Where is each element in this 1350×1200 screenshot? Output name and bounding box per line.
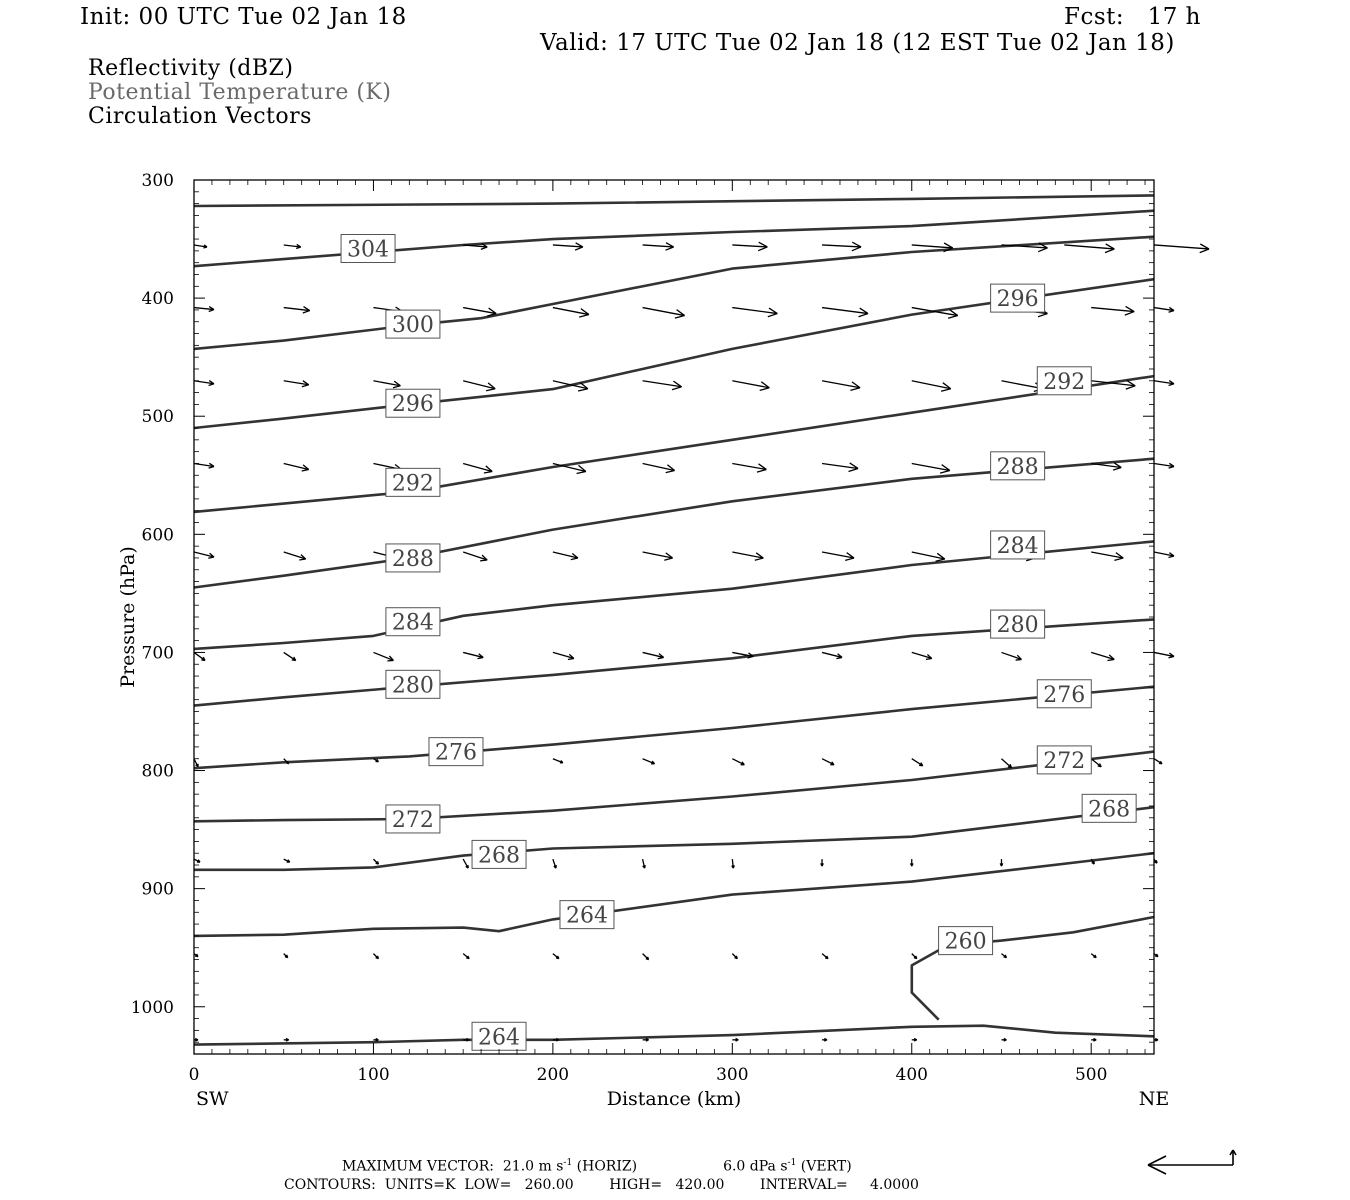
circulation-vector (643, 954, 649, 960)
x-tick-label: 100 (357, 1065, 390, 1085)
vector-head (859, 314, 869, 317)
circulation-vector (1001, 954, 1006, 958)
circulation-vector (643, 859, 646, 868)
circulation-vector (284, 244, 301, 248)
circulation-vector (553, 308, 589, 318)
circulation-vector (553, 552, 578, 560)
circulation-vector (194, 245, 207, 248)
circulation-vector (643, 308, 685, 319)
circulation-vector (1154, 307, 1174, 312)
contour-label: 268 (1088, 797, 1131, 823)
circulation-vector (1091, 652, 1114, 660)
vector-head (852, 247, 861, 251)
vector-head (1126, 386, 1135, 389)
circulation-vector (1154, 652, 1174, 657)
y-tick-label: 300 (141, 171, 174, 191)
contour-label: 260 (944, 929, 987, 955)
circulation-vector (732, 759, 744, 765)
y-tick-label: 800 (141, 761, 174, 782)
vector-head (195, 956, 198, 957)
vector-head (302, 385, 309, 387)
vector-shaft (732, 245, 767, 247)
vector-head (1114, 558, 1123, 560)
circulation-vector (194, 381, 214, 386)
vector-head (825, 958, 828, 959)
x-end-label: NE (1138, 1088, 1170, 1110)
vector-head (1004, 957, 1007, 958)
vector-shaft (1154, 245, 1209, 249)
vector-head (201, 660, 205, 661)
contour-label: 288 (391, 546, 434, 572)
circulation-vector (194, 652, 205, 660)
vector-head (768, 314, 778, 317)
contour-label: 264 (478, 1025, 521, 1051)
vector-head (760, 388, 770, 391)
vector-shaft (643, 245, 674, 247)
vector-shaft (284, 652, 296, 660)
vector-head (666, 247, 674, 250)
circulation-vector (553, 954, 559, 959)
vector-shaft (643, 381, 682, 387)
vector-head (672, 387, 682, 390)
reference-vector-arrow (1148, 1150, 1236, 1174)
circulation-vector (822, 652, 842, 658)
isentrope-264 (194, 853, 1154, 936)
vector-head (755, 558, 764, 560)
circulation-vector (463, 552, 487, 561)
vector-head (1169, 384, 1174, 386)
vector-head (209, 466, 214, 468)
circulation-vector (643, 381, 682, 390)
contour-label: 296 (391, 392, 434, 418)
x-tick-label: 500 (1074, 1065, 1108, 1085)
vector-head (484, 471, 492, 473)
circulation-vector (1001, 1039, 1006, 1042)
x-start-label: SW (196, 1088, 229, 1110)
circulation-vector (284, 954, 288, 958)
vector-head (1108, 659, 1115, 660)
vector-head (571, 558, 578, 560)
circulation-vector (284, 652, 296, 660)
circulation-vector (822, 954, 828, 959)
circulation-vector (1001, 759, 1011, 768)
vector-head (575, 247, 583, 250)
circulation-vector (1154, 759, 1162, 764)
init-time: Init: 00 UTC Tue 02 Jan 18 (80, 4, 407, 30)
y-axis-label: Pressure (hPa) (117, 546, 139, 688)
vector-head (556, 958, 559, 959)
contour-label: 272 (1043, 748, 1086, 774)
vector-head (675, 316, 685, 319)
circulation-vector (373, 859, 378, 864)
circulation-vector (463, 308, 496, 317)
circulation-vector (194, 552, 214, 558)
max-vector-note: MAXIMUM VECTOR: 21.0 m $s^{-1}$ (HORIZ) 6.0 dPa $s^{-1}$ (VERT) (342, 1158, 852, 1175)
valid-time: Valid: 17 UTC Tue 02 Jan 18 (12 EST Tue 02 Jan 18) (540, 30, 1175, 56)
circulation-vector (643, 463, 675, 472)
vector-shaft (822, 245, 861, 247)
circulation-vector (912, 759, 923, 766)
y-tick-label: 400 (141, 289, 174, 310)
vector-shaft (1001, 759, 1011, 768)
contour-label: 296 (996, 287, 1039, 313)
isentrope-292 (194, 376, 1154, 512)
circulation-vector (912, 1039, 917, 1042)
isentrope-268 (194, 807, 1154, 870)
contour-label: 284 (996, 533, 1039, 559)
vector-shaft (1064, 245, 1114, 249)
circulation-vector (643, 759, 655, 764)
circulation-vector (732, 381, 769, 391)
circulation-vector (912, 652, 932, 659)
contour-label: 292 (1043, 369, 1086, 395)
vector-head (1169, 656, 1175, 657)
circulation-vector (822, 308, 868, 317)
vector-head (948, 316, 958, 319)
vector-head (1038, 248, 1047, 252)
circulation-vector (1154, 381, 1174, 386)
circulation-vector (732, 463, 766, 472)
field-circulation-vectors: Circulation Vectors (88, 104, 312, 129)
circulation-vector (822, 552, 854, 560)
circulation-vector (643, 552, 673, 560)
vector-head (1155, 956, 1158, 957)
contour-label: 276 (434, 740, 477, 766)
circulation-vector (912, 381, 951, 391)
y-tick-label: 700 (141, 643, 174, 664)
circulation-vector (284, 859, 290, 862)
vector-layer (194, 242, 1209, 1041)
circulation-vector (732, 954, 737, 959)
circulation-vector (643, 652, 664, 658)
y-tick-label: 900 (141, 879, 174, 900)
vector-head (758, 247, 767, 251)
vector-head (208, 557, 214, 558)
field-potential-temperature: Potential Temperature (K) (88, 80, 392, 105)
vector-head (209, 384, 214, 386)
isentrope-264 (194, 1026, 1154, 1045)
contour-label: 276 (1043, 682, 1086, 708)
isentrope-304 (194, 211, 1154, 267)
vector-head (393, 386, 400, 388)
x-tick-label: 0 (188, 1065, 200, 1085)
circulation-vector (911, 859, 914, 866)
circulation-vector (463, 954, 469, 959)
vector-head (302, 469, 309, 471)
circulation-vector (284, 463, 309, 471)
circulation-vector (373, 652, 393, 660)
vector-shaft (1091, 759, 1101, 767)
circulation-vector (1091, 1039, 1096, 1042)
contour-label: 280 (391, 673, 434, 699)
x-axis-label: Distance (km) (606, 1088, 742, 1110)
circulation-vector (822, 759, 834, 765)
circulation-vector (732, 308, 777, 317)
contour-label: 272 (391, 807, 434, 833)
isentrope-272 (194, 752, 1154, 822)
max-vector-vertical: 6.0 dPa s (723, 1158, 788, 1175)
circulation-vector (553, 243, 583, 250)
vector-shaft (194, 652, 205, 660)
field-reflectivity: Reflectivity (dBZ) (88, 56, 294, 81)
y-tick-label: 1000 (130, 997, 174, 1018)
vector-head (568, 658, 574, 659)
vector-shaft (912, 759, 923, 766)
circulation-vector (1154, 463, 1174, 468)
vector-head (299, 559, 305, 560)
circulation-vector (912, 954, 917, 959)
vector-head (757, 469, 766, 472)
circulation-vector (1091, 759, 1101, 767)
circulation-vector (463, 381, 495, 391)
circulation-vector (1091, 954, 1096, 958)
circulation-vector (1064, 244, 1114, 253)
vector-head (836, 657, 842, 658)
circulation-vector (194, 859, 200, 862)
vector-head (1169, 466, 1174, 468)
contour-label: 304 (347, 237, 390, 263)
vector-head (1038, 314, 1047, 317)
vector-head (1098, 766, 1101, 767)
circulation-vector (1000, 859, 1003, 866)
vector-head (1105, 249, 1114, 253)
x-tick-label: 200 (536, 1065, 570, 1085)
vector-head (577, 471, 586, 473)
vector-head (941, 389, 951, 391)
circulation-vector (643, 243, 674, 251)
x-tick-label: 300 (716, 1065, 749, 1085)
circulation-vector (912, 552, 945, 561)
circulation-vector (732, 552, 763, 560)
vector-head (292, 660, 296, 661)
circulation-vector (553, 759, 563, 763)
vector-head (1169, 556, 1175, 557)
vector-head (845, 558, 854, 560)
circulation-vector (553, 652, 574, 659)
contour-label: 292 (391, 471, 434, 497)
circulation-vector (194, 307, 214, 312)
vector-head (1125, 312, 1134, 316)
vector-head (296, 247, 301, 249)
isentrope-276 (194, 687, 1154, 769)
vector-head (664, 558, 672, 560)
vector-head (303, 311, 310, 313)
y-tick-label: 600 (141, 525, 174, 546)
circulation-vector (822, 1039, 827, 1042)
circulation-vector (732, 242, 767, 251)
circulation-vector (284, 381, 309, 387)
circulation-vector (553, 859, 556, 868)
circulation-vector (284, 307, 310, 313)
circulation-vector (822, 242, 861, 251)
contour-label: 268 (478, 843, 521, 869)
vector-shaft (912, 245, 953, 248)
circulation-vector (1154, 244, 1209, 253)
vector-head (578, 389, 588, 391)
circulation-vector (1091, 306, 1134, 315)
vector-head (209, 310, 214, 312)
contour-label: 280 (996, 613, 1039, 639)
vector-head (926, 658, 932, 659)
circulation-vector (912, 463, 950, 473)
circulation-vector (194, 463, 214, 468)
circulation-vector (1154, 552, 1174, 557)
circulation-vector (284, 552, 306, 560)
vector-head (1200, 249, 1209, 253)
circulation-vector (373, 1039, 378, 1042)
circulation-vector (463, 859, 468, 868)
vector-head (478, 657, 484, 658)
vector-head (940, 470, 950, 473)
contour-label: 264 (565, 903, 608, 929)
forecast-hour: Fcst: 17 h (1064, 4, 1201, 30)
circulation-vector (284, 1039, 289, 1042)
max-vector-horizontal: MAXIMUM VECTOR: 21.0 m s (342, 1158, 564, 1175)
vector-shaft (553, 245, 583, 247)
circulation-vector (1091, 552, 1123, 560)
vector-head (579, 315, 589, 318)
vector-head (658, 657, 664, 658)
vector-head (466, 958, 469, 959)
vector-head (1093, 957, 1096, 958)
vector-head (849, 468, 859, 471)
circulation-vector (643, 1039, 649, 1042)
contour-label: 300 (391, 313, 434, 339)
circulation-vector (373, 954, 378, 959)
vector-head (1016, 659, 1022, 660)
contour-label: 284 (391, 610, 434, 636)
vector-head (850, 388, 860, 391)
y-tick-label: 500 (141, 407, 174, 428)
circulation-vector (822, 463, 858, 472)
x-tick-label: 400 (895, 1065, 928, 1085)
contour-label: 288 (996, 454, 1039, 480)
vector-head (486, 389, 495, 391)
circulation-vector (463, 463, 492, 473)
vector-head (480, 560, 487, 561)
circulation-vector (373, 381, 400, 388)
vector-head (1169, 311, 1174, 313)
vector-head (666, 470, 675, 472)
circulation-vector (821, 859, 824, 866)
vector-head (1113, 467, 1121, 470)
circulation-vector (1001, 652, 1021, 660)
circulation-vector (463, 652, 483, 658)
circulation-vector (822, 381, 860, 391)
isentrope-308 (194, 195, 1154, 206)
circulation-vector (732, 1039, 738, 1042)
circulation-vector (732, 859, 735, 868)
contour-info: CONTOURS: UNITS=K LOW= 260.00 HIGH= 420.00 INTERVAL= 4.0000 (284, 1177, 919, 1193)
